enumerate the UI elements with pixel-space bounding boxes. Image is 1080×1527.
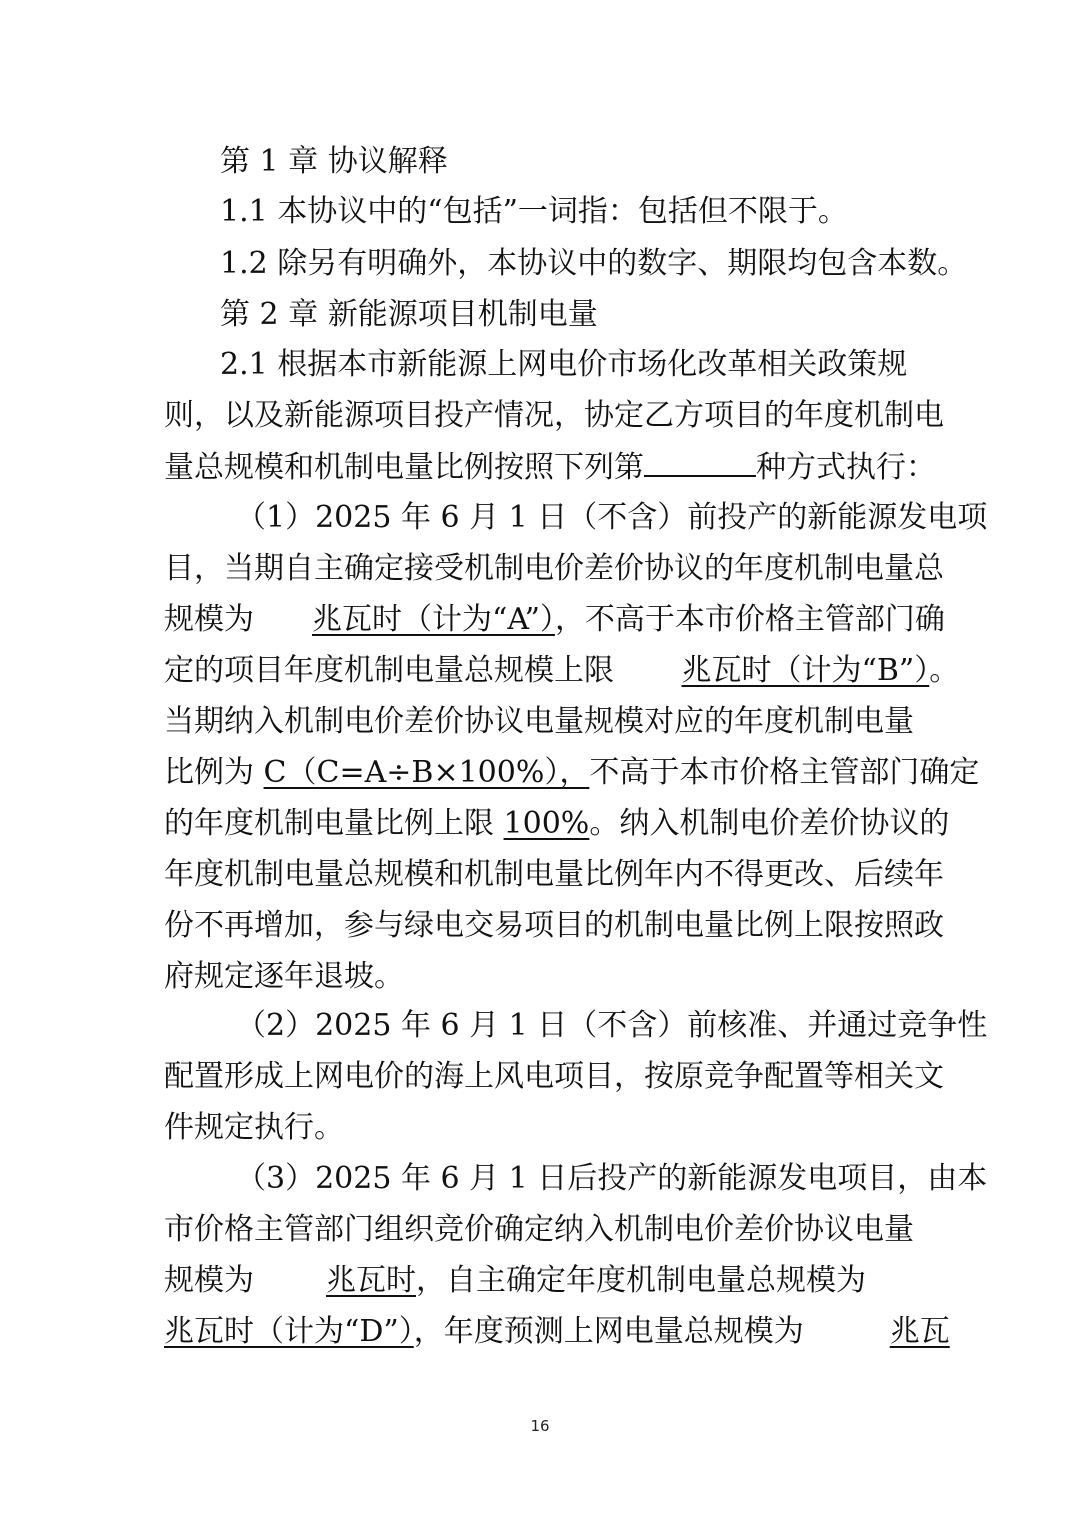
- chapter-2-heading: 第 2 章 新能源项目机制电量: [220, 297, 598, 332]
- item-1-line-10: 府规定逐年退坡。: [164, 959, 404, 994]
- item-3-text-forecast: ，年度预测上网电量总规模为: [413, 1314, 804, 1349]
- item-1-text-a-after: ，不高于本市价格主管部门确: [554, 602, 945, 637]
- item-1-line-5: 当期纳入机制电价差价协议电量规模对应的年度机制电量: [164, 704, 914, 739]
- item-1-text-a: 规模为: [164, 602, 254, 637]
- clause-2-1-line-1: 2.1 根据本市新能源上网电价市场化改革相关政策规: [220, 347, 908, 382]
- item-1-value-a: 兆瓦时（计为“A”）: [312, 602, 555, 637]
- item-2-line-1: （2）2025 年 6 月 1 日（不含）前核准、并通过竞争性: [236, 1008, 988, 1043]
- item-1-line-9: 份不再增加，参与绿电交易项目的机制电量比例上限按照政: [164, 908, 944, 943]
- item-3-text-scale-after: ，自主确定年度机制电量总规模为: [416, 1263, 866, 1298]
- clause-2-1-line-2: 则，以及新能源项目投产情况，协定乙方项目的年度机制电: [164, 398, 944, 433]
- item-3-line-4: [164, 1312, 950, 1352]
- item-3-value-forecast: 兆瓦: [889, 1314, 950, 1349]
- clause-2-1-line-3: [164, 447, 936, 487]
- item-3-line-3: [164, 1261, 920, 1301]
- clause-1-2: 1.2 除另有明确外，本协议中的数字、期限均包含本数。: [220, 246, 968, 281]
- item-1-text-limit-after: 。纳入机制电价差价协议的: [589, 806, 950, 841]
- item-2-line-3: 件规定执行。: [164, 1110, 344, 1145]
- item-1-value-limit: 100%: [503, 806, 590, 841]
- item-1-value-c: C（C=A÷B×100%），: [263, 755, 590, 790]
- chapter-1-heading: 第 1 章 协议解释: [220, 144, 448, 179]
- item-1-line-1: （1）2025 年 6 月 1 日（不含）前投产的新能源发电项: [236, 500, 988, 535]
- clause-1-1: 1.1 本协议中的“包括”一词指：包括但不限于。: [220, 194, 848, 229]
- item-2-line-2: 配置形成上网电价的海上风电项目，按原竞争配置等相关文: [164, 1059, 944, 1094]
- item-3-value-scale: 兆瓦时: [326, 1263, 416, 1298]
- item-1-line-6: [164, 753, 980, 793]
- item-1-line-2: 目，当期自主确定接受机制电价差价协议的年度机制电量总: [164, 551, 944, 586]
- method-number-blank[interactable]: [644, 447, 756, 477]
- item-3-text-scale: 规模为: [164, 1263, 254, 1298]
- clause-2-1-text-before-blank: 量总规模和机制电量比例按照下列第: [164, 450, 644, 485]
- clause-2-1-text-after-blank: 种方式执行：: [756, 450, 936, 485]
- item-3-value-d: 兆瓦时（计为“D”）: [164, 1314, 414, 1349]
- item-3-line-2: 市价格主管部门组织竞价确定纳入机制电价差价协议电量: [164, 1212, 914, 1247]
- item-1-line-3: [164, 600, 945, 640]
- item-3-line-1: （3）2025 年 6 月 1 日后投产的新能源发电项目，由本: [236, 1161, 988, 1196]
- item-1-line-8: 年度机制电量总规模和机制电量比例年内不得更改、后续年: [164, 857, 944, 892]
- item-1-text-limit: 的年度机制电量比例上限: [164, 806, 504, 841]
- item-1-text-c-after: 不高于本市价格主管部门确定: [589, 755, 980, 790]
- item-1-line-7: [164, 804, 950, 844]
- item-1-text-b-after: 。: [929, 653, 960, 688]
- item-1-line-4: [164, 651, 960, 691]
- page-number: 16: [530, 1417, 550, 1435]
- item-1-text-c: 比例为: [164, 755, 264, 790]
- item-1-text-b: 定的项目年度机制电量总规模上限: [164, 653, 624, 688]
- item-1-value-b: 兆瓦时（计为“B”）: [681, 653, 930, 688]
